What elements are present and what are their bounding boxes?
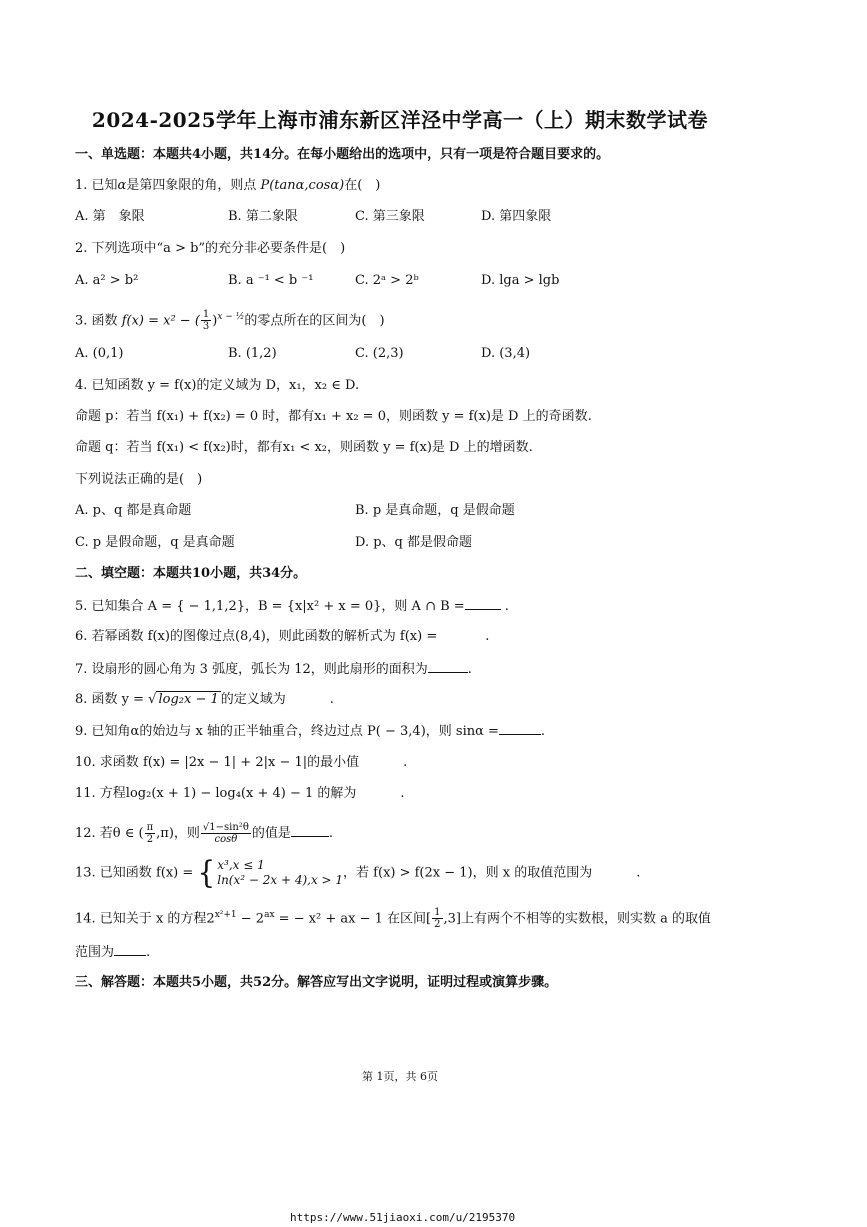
q13-stem-a: 13. 已知函数 f(x) = [75, 865, 194, 881]
q12-stem-a: 12. 若θ ∈ ( [75, 826, 144, 841]
q12-pi-num: π [146, 822, 154, 833]
q3-option-a: A. (0,1) [75, 346, 124, 361]
q3-frac-num: 1 [202, 309, 210, 321]
q1-stem-a: 1. 已知 [75, 178, 118, 193]
q5-text: 5. 已知集合 A = { − 1,1,2}，B = {x|x² + x = 0}，则 A ∩ B = [75, 599, 465, 614]
q3-fraction [201, 309, 211, 332]
q4-ask: 下列说法正确的是( ) [75, 472, 203, 487]
question-4: 4. 已知函数 y = f(x)的定义域为 D，x₁，x₂ ∈ D. [75, 378, 360, 393]
q4-option-b: B. p 是真命题，q 是假命题 [355, 503, 515, 518]
q9-answer-blank [499, 722, 541, 735]
q1-option-c: C. 第三象限 [355, 209, 425, 224]
q14-exp-1: x²+1 [214, 910, 237, 920]
q12-stem-b: ,π)，则 [156, 826, 200, 841]
q5-answer-blank [465, 597, 501, 610]
question-13: 13. 已知函数 f(x) = { x³,x ≤ 1 ln(x² − 2x + 4),x > 1 ，若 f(x) > f(2x − 1)，则 x 的取值范围为 . [75, 854, 641, 891]
q2-option-c: C. 2ᵃ > 2ᵇ [355, 273, 419, 288]
q12-pi-den: 2 [146, 834, 154, 845]
question-12: 12. 若θ ∈ ( $\frac{\pi}{2}$ ,π)，则 $\frac{\text{√1−sin²θ}}{\cos\theta}$ 的值是 . [75, 822, 333, 845]
question-14-line-2: 范围为 . [75, 945, 151, 960]
q4-option-c: C. p 是假命题，q 是真命题 [75, 535, 235, 550]
question-2: 2. 下列选项中“a > b”的充分非必要条件是( ) [75, 241, 346, 256]
q3-stem-a: 3. 函数 [75, 313, 118, 329]
question-9: 9. 已知角α的始边与 x 轴的正半轴重合，终边过点 P( − 3,4)，则 sinα = . [75, 724, 546, 739]
q13-case-2: ln(x² − 2x + 4),x > 1 [217, 873, 344, 887]
section-2-heading: 二、填空题：本题共10小题，共34分。 [75, 566, 307, 581]
q14-frac-num: 1 [434, 907, 441, 919]
q7-answer-blank [428, 660, 468, 673]
q6-text: 6. 若幂函数 f(x)的图像过点(8,4)，则此函数的解析式为 f(x) = [75, 629, 438, 644]
q13-piecewise [197, 854, 344, 891]
q12-numerator: √1−sin²θ [202, 822, 249, 833]
q14-stem-d: ,3]上有两个不相等的实数根，则实数 a 的取值 [443, 911, 712, 927]
question-1 [75, 177, 380, 195]
q8-stem-b: 的定义域为 [220, 692, 286, 707]
q1-alpha: α [117, 178, 127, 193]
q12-expression [201, 822, 251, 845]
question-5: 5. 已知集合 A = { − 1,1,2}，B = {x|x² + x = 0}，则 A ∩ B = . [75, 599, 509, 614]
page-title: 2024-2025学年上海市浦东新区洋泾中学高一（上）期末数学试卷 [91, 108, 709, 132]
q7-text: 7. 设扇形的圆心角为 3 弧度，弧长为 12，则此扇形的面积为 [75, 662, 428, 677]
q1-stem-b: 是第四象限的角，则点 [126, 178, 257, 193]
q3-func: f(x) = x² − ( [121, 313, 200, 329]
q1-point: P(tanα,cosα) [260, 178, 345, 193]
q14-stem-a: 14. 已知关于 x 的方程2 [75, 911, 215, 927]
question-3: 3. 函数 f(x) = x² − ( $\frac{1}{3}$ )$^{x - \frac{1}{2}}$的零点所在的区间为( ) [75, 309, 385, 333]
question-7: 7. 设扇形的圆心角为 3 弧度，弧长为 12，则此扇形的面积为 . [75, 662, 472, 677]
q3-stem-b: 的零点所在的区间为( ) [244, 313, 385, 329]
question-10: 10. 求函数 f(x) = |2x − 1| + 2|x − 1|的最小值 . [75, 755, 408, 770]
q4-option-a: A. p、q 都是真命题 [75, 503, 192, 518]
q8-radicand: log₂x − 1 [158, 692, 219, 707]
q8-stem-a: 8. 函数 y = [75, 692, 145, 707]
q3-option-c: C. (2,3) [355, 346, 404, 361]
q12-answer-blank [291, 824, 329, 837]
q11-text: 11. 方程log₂(x + 1) − log₄(x + 4) − 1 的解为 [75, 786, 357, 801]
q2-option-b: B. a ⁻¹ < b ⁻¹ [228, 273, 314, 288]
question-8: 8. 函数 y = √ log₂x − 1 的定义域为 . [75, 692, 334, 707]
q1-option-b: B. 第二象限 [228, 209, 298, 224]
q4-proposition-q: 命题 q：若当 f(x₁) < f(x₂)时，都有x₁ < x₂，则函数 y = f(x)是 D 上的增函数. [75, 440, 533, 455]
q13-brace: { [197, 854, 216, 891]
section-1-heading: 一、单选题：本题共4小题，共14分。在每小题给出的选项中，只有一项是符合题目要求的。 [75, 147, 610, 162]
q12-denominator: cosθ [214, 834, 238, 845]
q9-text: 9. 已知角α的始边与 x 轴的正半轴重合，终边过点 P( − 3,4)，则 sinα = [75, 724, 499, 739]
section-3-heading: 三、解答题：本题共5小题，共52分。解答应写出文字说明，证明过程或演算步骤。 [75, 975, 558, 990]
q1-stem-c: 在( ) [344, 178, 381, 193]
page-footer: 第 1页，共 6页 [362, 1070, 438, 1083]
watermark-url: https://www.51jiaoxi.com/u/2195370 [290, 1211, 516, 1224]
q14-line2-text: 范围为 [75, 945, 115, 960]
q10-text: 10. 求函数 f(x) = |2x − 1| + 2|x − 1|的最小值 [75, 755, 360, 770]
q3-frac-den: 3 [202, 321, 210, 333]
question-14 [75, 906, 711, 930]
q14-stem-b: − 2 [236, 911, 265, 927]
q13-stem-b: ，若 f(x) > f(2x − 1)，则 x 的取值范围为 [343, 865, 593, 881]
q14-stem-c: = − x² + ax − 1 在区间[ [274, 911, 432, 927]
q3-exponent: x − ½ [217, 312, 245, 322]
q3-option-d: D. (3,4) [481, 346, 531, 361]
question-11: 11. 方程log₂(x + 1) − log₄(x + 4) − 1 的解为 . [75, 786, 405, 801]
q1-option-a: A. 第 象限 [75, 209, 145, 224]
q4-option-d: D. p、q 都是假命题 [355, 535, 473, 550]
q12-stem-c: 的值是 [251, 826, 291, 841]
q14-exp-2: ax [264, 910, 275, 920]
q2-option-a: A. a² > b² [75, 273, 139, 288]
q13-case-1: x³,x ≤ 1 [217, 858, 265, 872]
question-6: 6. 若幂函数 f(x)的图像过点(8,4)，则此函数的解析式为 f(x) = . [75, 629, 490, 644]
q3-option-b: B. (1,2) [228, 346, 277, 361]
q14-answer-blank [114, 943, 146, 956]
q12-pi-fraction [145, 822, 156, 845]
q4-proposition-p: 命题 p：若当 f(x₁) + f(x₂) = 0 时，都有x₁ + x₂ = 0，则函数 y = f(x)是 D 上的奇函数. [75, 409, 592, 424]
q14-fraction [432, 907, 442, 930]
q2-option-d: D. lga > lgb [481, 273, 560, 288]
q1-option-d: D. 第四象限 [481, 209, 552, 224]
q14-frac-den: 2 [434, 919, 441, 931]
